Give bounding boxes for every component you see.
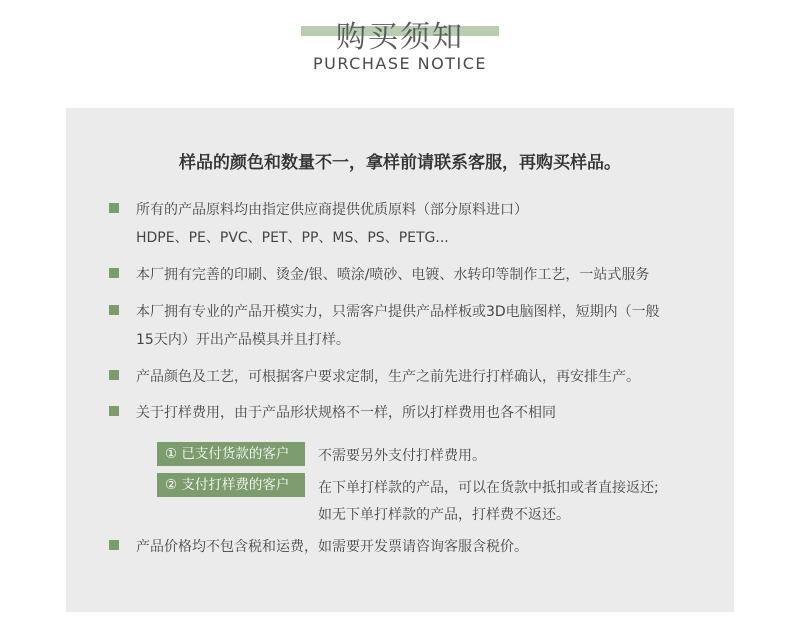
fee-text-sample-fee-line-2: 如无下单打样款的产品，打样费不返还。: [318, 507, 570, 523]
notice-item-1-line-2: HDPE、PE、PVC、PET、PP、MS、PS、PETG...: [136, 230, 449, 246]
bullet-icon: [109, 203, 119, 213]
notice-item-3-line-1: 本厂拥有专业的产品开模实力，只需客户提供产品样板或3D电脑图样，短期内（一般: [136, 304, 660, 320]
notice-panel: [66, 108, 734, 612]
notice-item-6-line-1: 产品价格均不包含税和运费，如需要开发票请咨询客服含税价。: [136, 539, 528, 555]
bullet-icon: [109, 370, 119, 380]
fee-tag-paid-customer: ① 已支付货款的客户: [157, 442, 305, 466]
page-subtitle: PURCHASE NOTICE: [312, 54, 487, 73]
notice-item-4-line-1: 产品颜色及工艺，可根据客户要求定制，生产之前先进行打样确认，再安排生产。: [136, 369, 640, 385]
fee-tag-sample-fee-customer: ② 支付打样费的客户: [157, 473, 305, 497]
bullet-icon: [109, 406, 119, 416]
notice-item-2-line-1: 本厂拥有完善的印刷、烫金/银、喷涂/喷砂、电镀、水转印等制作工艺，一站式服务: [136, 267, 650, 283]
bullet-icon: [109, 268, 119, 278]
bullet-icon: [109, 305, 119, 315]
fee-text-sample-fee-line-1: 在下单打样款的产品，可以在货款中抵扣或者直接返还;: [318, 480, 659, 496]
fee-text-paid-customer: 不需要另外支付打样费用。: [318, 448, 486, 464]
page-title: 购买须知: [336, 20, 464, 55]
bullet-icon: [109, 540, 119, 550]
notice-item-1-line-1: 所有的产品原料均由指定供应商提供优质原料（部分原料进口）: [136, 202, 528, 218]
notice-item-5-line-1: 关于打样费用，由于产品形状规格不一样，所以打样费用也各不相同: [136, 405, 556, 421]
notice-item-3-line-2: 15天内）开出产品模具并且打样。: [136, 332, 350, 348]
notice-headline: 样品的颜色和数量不一，拿样前请联系客服，再购买样品。: [179, 153, 621, 173]
